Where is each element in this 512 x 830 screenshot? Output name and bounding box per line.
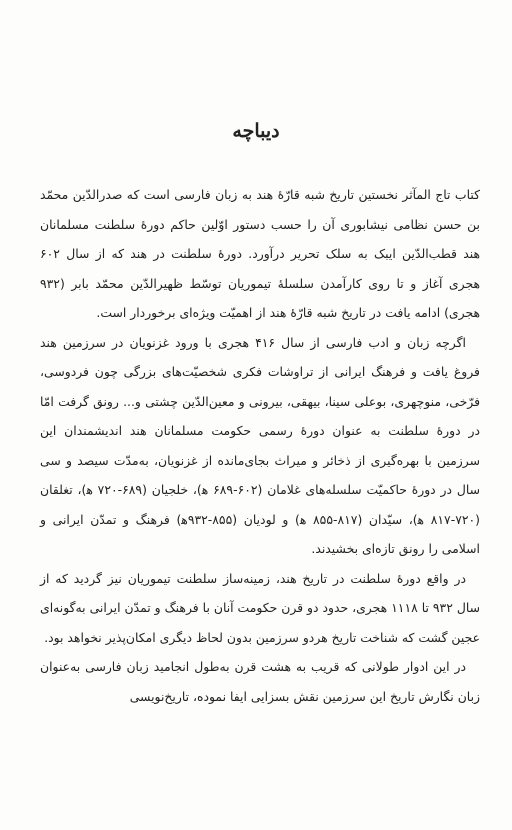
page-title: دیباچه xyxy=(232,120,280,142)
paragraph-3: در واقع دورهٔ سلطنت در تاریخ هند، زمینه‌ساز سلطنت تیموریان نیز گردید که از سال ۹۳۲ تا ۱۱۱۸ هجری، حدود دو قرن حکومت آنان با فرهنگ و تمدّن ایرانی به‌گونه‌ای عجین گشت که شناخت تاریخ هردو سرزمین بدون لحاظ دیگری امکان‌پذیر نخواهد بود. xyxy=(40,570,480,645)
body-text xyxy=(40,180,480,711)
paragraph-2: اگرچه زبان و ادب فارسی از سال ۴۱۶ هجری با ورود غزنویان در سرزمین هند فروغ یافت و فرهنگ ایرانی از تراوشات فکری شخصیّت‌های بزرگی چون فردوسی، فرّخی، منوچهری، بوعلی سینا، بیهقی، بیرونی و معین‌الدّین چشتی و... رونق گرفت امّا در دورهٔ سلطنت به عنوان دورهٔ رسمی حکومت مسلمانان هند اندیشمندان این سرزمین با بهره‌گیری از ذخائر و میراث بجای‌مانده از غزنویان، به‌مدّت سیصد و سی سال در دورهٔ حاکمیّت سلسله‌های غلامان (۶۰۲-۶۸۹ ﻫ)، خلجیان (۶۸۹-۷۲۰ ﻫ)، تغلقان (۷۲۰-۸۱۷ ﻫ)، سیّدان (۸۱۷-۸۵۵ ﻫ) و لودیان (۸۵۵-۹۳۲ﻫ) فرهنگ و تمدّن ایرانی و اسلامی را رونق تازه‌ای بخشیدند. xyxy=(40,334,480,556)
paragraph-1: کتاب تاج المآثر نخستین تاریخ شبه قارّهٔ هند به زبان فارسی است که صدرالدّین محمّد بن حسن نظامی نیشابوری آن را حسب دستور اوّلین حاکم دورهٔ سلطنت مسلمانان هند قطب‌الدّین ایبک به سلک تحریر درآورد. دورهٔ سلطنت در هند که از سال ۶۰۲ هجری آغاز و تا روی کارآمدن سلسلهٔ تیموریان توسّط ظهیرالدّین محمّد بابر (۹۳۲ هجری) ادامه یافت در تاریخ شبه قارّهٔ هند از اهمیّت ویژه‌ای برخوردار است. xyxy=(40,187,480,320)
paragraph-4: در این ادوار طولانی که قریب به هشت قرن به‌طول انجامید زبان فارسی به‌عنوان زبان نگارش تاریخ این سرزمین نقش بسزایی ایفا نموده، تاریخ‌نویسی xyxy=(40,659,480,704)
